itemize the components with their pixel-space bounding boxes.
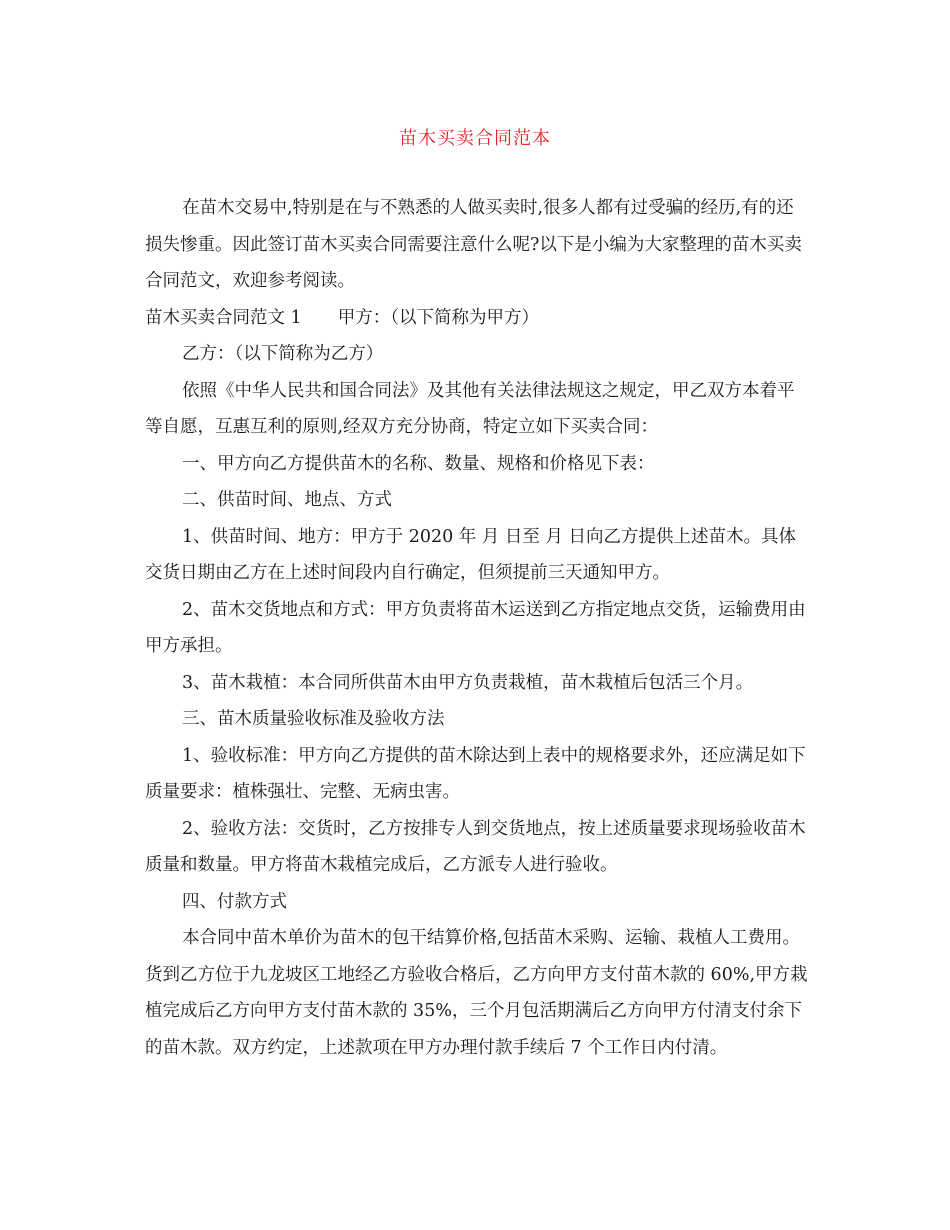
section-3-item-2: 2、验收方法：交货时，乙方按排专人到交货地点，按上述质量要求现场验收苗木质量和数量。甲方将苗木栽植完成后，乙方派专人进行验收。 [145, 818, 806, 875]
sample-heading: 苗木买卖合同范文 1 [145, 307, 302, 328]
section-3-item-1: 1、验收标准：甲方向乙方提供的苗木除达到上表中的规格要求外，还应满足如下质量要求：植株强壮、完整、无病虫害。 [145, 745, 806, 802]
party-a-line: 甲方：（以下简称为甲方） [337, 307, 539, 328]
section-4-heading: 四、付款方式 [182, 891, 287, 912]
sample-heading-line [145, 300, 810, 337]
section-2-item-3: 3、苗木栽植：本合同所供苗木由甲方负责栽植，苗木栽植后包活三个月。 [182, 672, 754, 693]
section-2-heading: 二、供苗时间、地点、方式 [182, 490, 392, 510]
section-2-item-2: 2、苗木交货地点和方式：甲方负责将苗木运送到乙方指定地点交货，运输费用由甲方承担。 [145, 599, 806, 656]
section-3-heading: 三、苗木质量验收标准及验收方法 [182, 709, 445, 729]
section-1-heading: 一、甲方向乙方提供苗木的名称、数量、规格和价格见下表： [182, 453, 655, 474]
intro-paragraph: 在苗木交易中,特别是在与不熟悉的人做买卖时,很多人都有过受骗的经历,有的还损失惨重。因此签订苗木买卖合同需要注意什么呢?以下是小编为大家整理的苗木买卖合同范文，欢迎参考阅读。 [145, 198, 802, 291]
section-2-item-1: 1、供苗时间、地方：甲方于 2020 年 月 日至 月 日向乙方提供上述苗木。具体交货日期由乙方在上述时间段内自行确定，但须提前三天通知甲方。 [145, 526, 797, 583]
document-title: 苗木买卖合同范本 [399, 128, 551, 149]
party-b-line: 乙方：（以下简称为乙方） [182, 344, 384, 364]
document-body [145, 190, 810, 1066]
preamble-paragraph: 依照《中华人民共和国合同法》及其他有关法律法规这之规定，甲乙双方本着平等自愿，互惠互利的原则,经双方充分协商，特定立如下买卖合同： [145, 380, 795, 437]
section-4-body: 本合同中苗木单价为苗木的包干结算价格,包括苗木采购、运输、栽植人工费用。货到乙方位于九龙坡区工地经乙方验收合格后，乙方向甲方支付苗木款的 60%,甲方栽植完成后乙方向甲方支付苗木款的 35%，三个月包活期满后乙方向甲方付清支付余下的苗木款。双方约定，上述款项在甲方办理付款手续后 7 个工作日内付清。 [145, 928, 808, 1058]
